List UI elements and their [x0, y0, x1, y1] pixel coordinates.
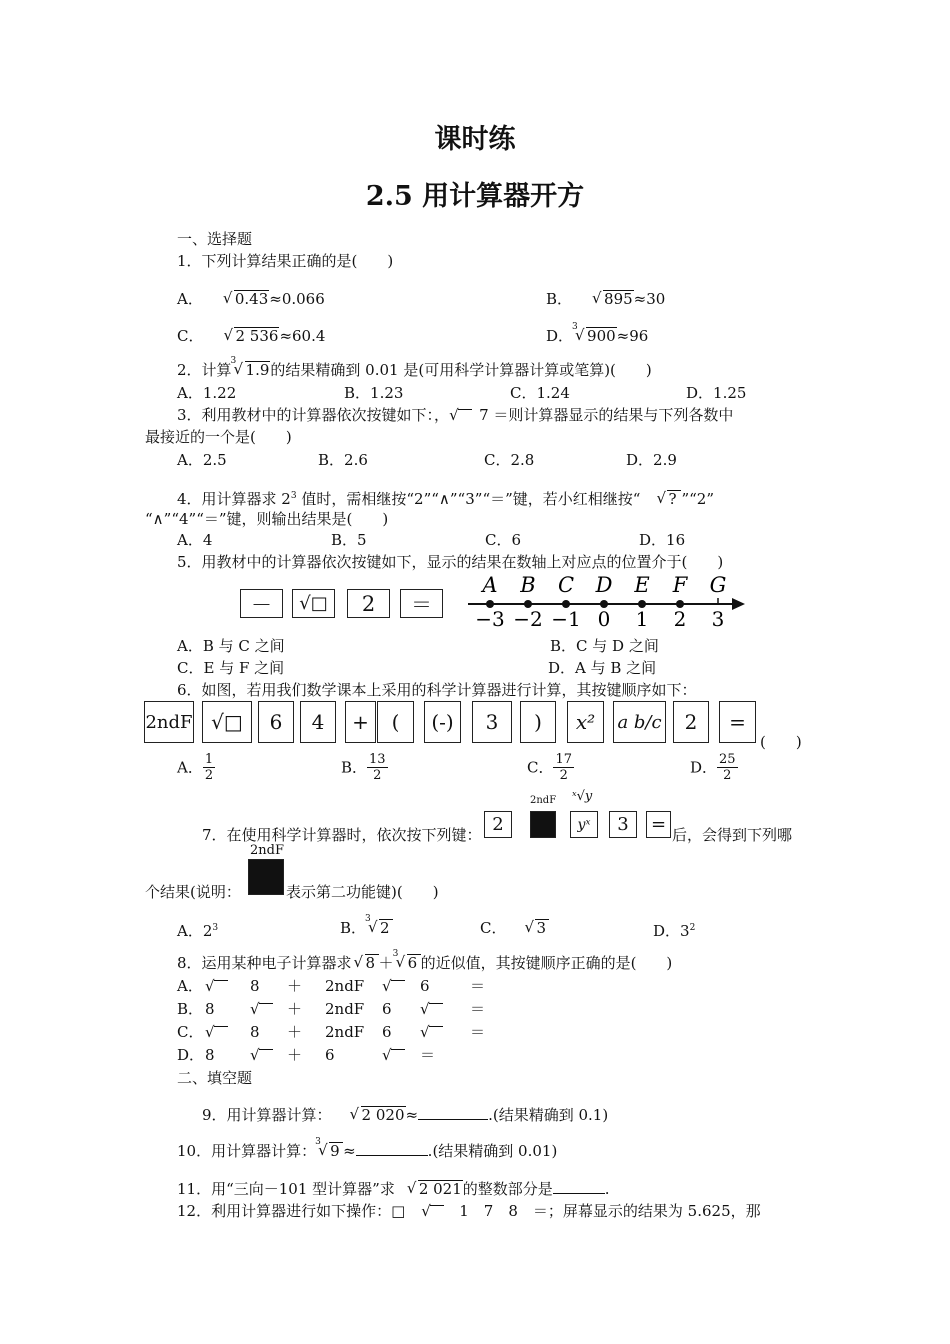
q7-legend-2ndf-key — [248, 859, 284, 895]
q8-key: 2ndF — [325, 977, 365, 995]
q8-key — [382, 1045, 404, 1065]
q6-option-c: C． $\frac{17}{2}$ — [527, 752, 573, 783]
q8-key: 6 — [382, 1000, 392, 1018]
q7-2ndf-label: 2ndF — [530, 795, 557, 806]
question-6-stem: 6．如图，若用我们数学课本上采用的科学计算器进行计算，其按键顺序如下： — [177, 681, 697, 699]
q2-option-d: D．1.25 — [686, 384, 747, 402]
calc-key-2: 2 — [347, 589, 390, 618]
q7-legend-2ndf-label: 2ndF — [250, 843, 284, 858]
number-line-point-label: C — [557, 573, 575, 597]
q8-key: ＋ — [287, 1046, 303, 1064]
q4-option-d: D．16 — [639, 531, 686, 549]
q1-option-b: B．√ 895≈30 — [546, 289, 665, 309]
q6-calc-key: a b/c — [613, 701, 666, 743]
q8-key: 2ndF — [325, 1000, 365, 1018]
q6-option-b: B． $\frac{13}{2}$ — [341, 752, 386, 783]
number-line-point-label: G — [709, 573, 727, 597]
number-line — [460, 570, 750, 632]
question-7-stem: 7．在使用科学计算器时，依次按下列键： — [202, 826, 482, 844]
q4-option-b: B．5 — [331, 531, 367, 549]
q6-calc-key: = — [719, 701, 756, 743]
number-line-tick-label: 0 — [597, 607, 611, 631]
q8-option-label: A． — [177, 977, 203, 995]
q6-calc-key: + — [345, 701, 376, 743]
calc-key-minus: － — [240, 589, 283, 618]
q7-option-d: D．$3^2$ — [653, 922, 696, 940]
section-heading: 一、选择题 — [177, 230, 253, 248]
number-line-point-label: F — [672, 573, 688, 597]
q8-key: 6 — [325, 1046, 335, 1064]
number-line-tick-label: −3 — [475, 607, 505, 631]
q6-calc-key: (-) — [424, 701, 461, 743]
q8-key: ＝ — [420, 1046, 436, 1064]
question-3-stem-line2: 最接近的一个是( ) — [145, 428, 292, 446]
number-line-point-label: A — [482, 573, 498, 597]
q4-option-a: A．4 — [177, 531, 213, 549]
q8-key — [420, 999, 442, 1019]
q6-calc-key: 6 — [258, 701, 294, 743]
q1-option-d: D． √ 3 900≈96 — [546, 326, 648, 346]
q8-key: 6 — [420, 977, 430, 995]
question-7-line2-post: 表示第二功能键)( ) — [286, 883, 439, 901]
number-line-point-label: D — [595, 573, 613, 597]
q5-option-d: D．A 与 B 之间 — [548, 659, 657, 677]
question-8-stem: 8．运用某种电子计算器求√ 8 ＋ √ 3 6 的近似值，其按键顺序正确的是( ) — [177, 953, 672, 973]
question-9: 9．用计算器计算：√ 2 020≈ .(结果精确到 0.1) — [202, 1105, 608, 1125]
q6-answer-paren: ( ) — [760, 733, 802, 751]
number-line-tick-label: −2 — [513, 607, 543, 631]
q7-yroot-label: ˣ√y — [572, 789, 593, 804]
q3-option-c: C．2.8 — [484, 451, 535, 469]
q8-key: ＝ — [470, 1023, 486, 1041]
q8-key: 8 — [250, 977, 260, 995]
q7-option-b: B． √ 3 2 — [340, 918, 393, 938]
q8-key: 6 — [382, 1023, 392, 1041]
q8-key: ＝ — [470, 977, 486, 995]
q7-2ndf-key — [530, 811, 556, 838]
q5-option-c: C．E 与 F 之间 — [177, 659, 285, 677]
q7-key-2: 2 — [484, 811, 512, 838]
q8-key: ＋ — [287, 1023, 303, 1041]
calc-key-equals: ＝ — [400, 589, 443, 618]
q6-calc-key: ) — [520, 701, 556, 743]
q8-key — [250, 999, 272, 1019]
number-line-point-label: B — [520, 573, 536, 597]
q2-option-b: B．1.23 — [344, 384, 404, 402]
q8-key: ＋ — [287, 1000, 303, 1018]
question-4-stem-line2: “∧”“4”“＝”键，则输出结果是( ) — [145, 510, 389, 528]
q6-calc-key: ( — [377, 701, 414, 743]
number-line-tick-label: 1 — [635, 607, 649, 631]
question-4-stem: 4．用计算器求 $2^3$ 值时，需相继按“2”“∧”“3”“＝”键，若小红相继按“√ ? ”“2” — [177, 486, 714, 509]
q6-option-d: D． $\frac{25}{2}$ — [690, 752, 736, 783]
q8-key — [250, 1045, 272, 1065]
calc-key-sqrt: √□ — [292, 589, 335, 618]
q8-key: 8 — [250, 1023, 260, 1041]
q6-calc-key: 4 — [300, 701, 336, 743]
q7-key-y-power: yˣ — [570, 811, 598, 838]
question-7-line2-pre: 个结果(说明： — [145, 883, 241, 901]
q8-key — [205, 1022, 227, 1042]
question-5-stem: 5．用教材中的计算器依次按键如下，显示的结果在数轴上对应点的位置介于( ) — [177, 553, 724, 571]
q4-option-c: C．6 — [485, 531, 522, 549]
q5-option-b: B．C 与 D 之间 — [550, 637, 659, 655]
question-2-stem: 2．计算 √ 3 1.9的结果精确到 0.01 是(可用科学计算器计算或笔算)( ) — [177, 360, 652, 380]
q2-option-a: A．1.22 — [177, 384, 237, 402]
section-heading-fill: 二、填空题 — [177, 1069, 253, 1087]
question-11: 11．用“三向－101 型计算器”求√ 2 021的整数部分是 . — [177, 1179, 610, 1199]
q8-key: ＋ — [287, 977, 303, 995]
number-line-tick-label: −1 — [551, 607, 581, 631]
number-line-tick-label: 3 — [711, 607, 725, 631]
q7-key-3: 3 — [609, 811, 637, 838]
question-1-stem: 1．下列计算结果正确的是( ) — [177, 252, 394, 270]
q8-key: 8 — [205, 1000, 215, 1018]
question-7-stem-end: 后，会得到下列哪 — [672, 826, 793, 844]
q6-calc-key: 3 — [472, 701, 512, 743]
q8-key: 2ndF — [325, 1023, 365, 1041]
lesson-title: 2.5 用计算器开方 — [365, 181, 585, 212]
number-line-tick-label: 2 — [673, 607, 687, 631]
q8-key — [382, 976, 404, 996]
q1-option-c: C．√ 2 536≈60.4 — [177, 326, 325, 346]
number-line-point-label: E — [634, 573, 650, 597]
q7-option-c: C．√ 3 — [480, 918, 549, 938]
q3-option-a: A．2.5 — [177, 451, 227, 469]
q6-calc-key: x² — [567, 701, 604, 743]
page-title: 课时练 — [434, 124, 516, 155]
q8-key — [205, 976, 227, 996]
q2-option-c: C．1.24 — [510, 384, 570, 402]
question-10: 10．用计算器计算： √ 3 9 ≈ .(结果精确到 0.01) — [177, 1141, 557, 1161]
question-12: 12．利用计算器进行如下操作：□√ 1 7 8 ＝；屏幕显示的结果为 5.625，那 — [177, 1201, 761, 1221]
q6-calc-key: 2ndF — [144, 701, 194, 743]
q8-key — [420, 1022, 442, 1042]
q5-option-a: A．B 与 C 之间 — [177, 637, 285, 655]
q8-option-label: C． — [177, 1023, 204, 1041]
q3-option-d: D．2.9 — [626, 451, 677, 469]
q7-option-a: A．$2^3$ — [177, 922, 219, 940]
q1-option-a: A．√ 0.43≈0.066 — [177, 289, 325, 309]
q6-calc-key: 2 — [673, 701, 709, 743]
q8-option-label: D． — [177, 1046, 205, 1064]
q8-option-label: B． — [177, 1000, 204, 1018]
q3-option-b: B．2.6 — [318, 451, 368, 469]
question-3-stem: 3．利用教材中的计算器依次按键如下：，√ 7 ＝则计算器显示的结果与下列各数中 — [177, 405, 733, 425]
q7-key-equals: = — [646, 811, 671, 838]
q8-key: 8 — [205, 1046, 215, 1064]
number-line-arrow — [732, 598, 745, 610]
q8-key: ＝ — [470, 1000, 486, 1018]
q6-option-a: A． $\frac{1}{2}$ — [177, 752, 214, 783]
q6-calc-key: √□ — [202, 701, 252, 743]
